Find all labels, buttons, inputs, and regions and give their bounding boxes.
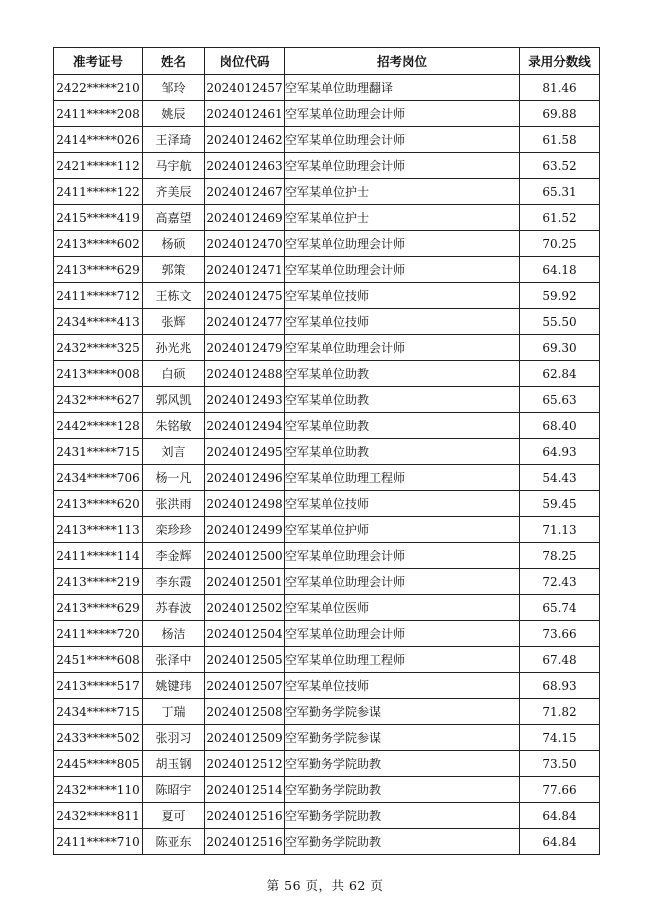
position-cell: 空军某单位技师 xyxy=(285,309,520,335)
exam-id-cell: 2432*****110 xyxy=(54,777,143,803)
position-code-cell: 2024012509 xyxy=(205,725,285,751)
table-row xyxy=(54,413,600,439)
name-cell: 王栋文 xyxy=(143,283,205,309)
position-cell: 空军某单位助理会计师 xyxy=(285,101,520,127)
table-body xyxy=(54,75,600,855)
table-row xyxy=(54,725,600,751)
score-cell: 73.50 xyxy=(520,751,600,777)
table-row xyxy=(54,543,600,569)
exam-id-cell: 2411*****208 xyxy=(54,101,143,127)
exam-id-cell: 2434*****706 xyxy=(54,465,143,491)
position-code-cell: 2024012475 xyxy=(205,283,285,309)
score-cell: 63.52 xyxy=(520,153,600,179)
table-row xyxy=(54,803,600,829)
exam-id-cell: 2413*****620 xyxy=(54,491,143,517)
position-code-cell: 2024012495 xyxy=(205,439,285,465)
name-cell: 白硕 xyxy=(143,361,205,387)
name-cell: 陈亚东 xyxy=(143,829,205,855)
score-cell: 67.48 xyxy=(520,647,600,673)
exam-id-cell: 2413*****219 xyxy=(54,569,143,595)
name-cell: 李金辉 xyxy=(143,543,205,569)
exam-id-cell: 2432*****627 xyxy=(54,387,143,413)
position-code-cell: 2024012500 xyxy=(205,543,285,569)
exam-id-cell: 2433*****502 xyxy=(54,725,143,751)
exam-id-cell: 2414*****026 xyxy=(54,127,143,153)
name-cell: 苏春波 xyxy=(143,595,205,621)
score-cell: 69.30 xyxy=(520,335,600,361)
exam-id-cell: 2451*****608 xyxy=(54,647,143,673)
table-row xyxy=(54,101,600,127)
exam-id-cell: 2411*****720 xyxy=(54,621,143,647)
position-cell: 空军某单位医师 xyxy=(285,595,520,621)
position-code-cell: 2024012479 xyxy=(205,335,285,361)
score-cell: 64.84 xyxy=(520,803,600,829)
name-cell: 姚键玮 xyxy=(143,673,205,699)
position-code-cell: 2024012508 xyxy=(205,699,285,725)
exam-id-cell: 2422*****210 xyxy=(54,75,143,101)
name-cell: 杨洁 xyxy=(143,621,205,647)
table-row xyxy=(54,569,600,595)
position-code-cell: 2024012477 xyxy=(205,309,285,335)
exam-id-cell: 2445*****805 xyxy=(54,751,143,777)
table-row xyxy=(54,439,600,465)
score-cell: 68.93 xyxy=(520,673,600,699)
table-row xyxy=(54,465,600,491)
position-code-cell: 2024012471 xyxy=(205,257,285,283)
position-cell: 空军某单位助教 xyxy=(285,439,520,465)
name-cell: 齐美辰 xyxy=(143,179,205,205)
position-code-cell: 2024012501 xyxy=(205,569,285,595)
score-cell: 64.18 xyxy=(520,257,600,283)
score-cell: 65.74 xyxy=(520,595,600,621)
exam-id-cell: 2434*****715 xyxy=(54,699,143,725)
table-row xyxy=(54,257,600,283)
score-cell: 59.45 xyxy=(520,491,600,517)
score-cell: 64.93 xyxy=(520,439,600,465)
name-cell: 栾珍珍 xyxy=(143,517,205,543)
exam-id-cell: 2413*****629 xyxy=(54,595,143,621)
score-cell: 72.43 xyxy=(520,569,600,595)
position-code-cell: 2024012499 xyxy=(205,517,285,543)
name-cell: 李东霞 xyxy=(143,569,205,595)
position-cell: 空军某单位助理会计师 xyxy=(285,127,520,153)
position-cell: 空军某单位助理工程师 xyxy=(285,647,520,673)
position-code-cell: 2024012488 xyxy=(205,361,285,387)
table-row xyxy=(54,491,600,517)
position-cell: 空军某单位助理会计师 xyxy=(285,231,520,257)
name-cell: 马宇航 xyxy=(143,153,205,179)
name-cell: 胡玉钢 xyxy=(143,751,205,777)
position-code-cell: 2024012516 xyxy=(205,803,285,829)
table-row xyxy=(54,621,600,647)
score-cell: 64.84 xyxy=(520,829,600,855)
table-row xyxy=(54,647,600,673)
exam-id-cell: 2442*****128 xyxy=(54,413,143,439)
table-row xyxy=(54,335,600,361)
name-cell: 张洪雨 xyxy=(143,491,205,517)
score-cell: 73.66 xyxy=(520,621,600,647)
position-code-cell: 2024012507 xyxy=(205,673,285,699)
name-cell: 张羽习 xyxy=(143,725,205,751)
table-row xyxy=(54,309,600,335)
position-code-cell: 2024012516 xyxy=(205,829,285,855)
table-row xyxy=(54,517,600,543)
exam-id-cell: 2421*****112 xyxy=(54,153,143,179)
name-cell: 姚辰 xyxy=(143,101,205,127)
exam-id-cell: 2411*****122 xyxy=(54,179,143,205)
position-cell: 空军某单位技师 xyxy=(285,673,520,699)
table-row xyxy=(54,153,600,179)
score-cell: 62.84 xyxy=(520,361,600,387)
position-cell: 空军某单位助理工程师 xyxy=(285,465,520,491)
position-code-cell: 2024012461 xyxy=(205,101,285,127)
position-code-cell: 2024012504 xyxy=(205,621,285,647)
position-cell: 空军勤务学院助教 xyxy=(285,803,520,829)
position-code-cell: 2024012502 xyxy=(205,595,285,621)
score-cell: 77.66 xyxy=(520,777,600,803)
table-row xyxy=(54,777,600,803)
position-cell: 空军某单位助理会计师 xyxy=(285,621,520,647)
score-cell: 61.52 xyxy=(520,205,600,231)
position-code-cell: 2024012494 xyxy=(205,413,285,439)
name-cell: 杨一凡 xyxy=(143,465,205,491)
name-cell: 高嘉望 xyxy=(143,205,205,231)
name-cell: 刘言 xyxy=(143,439,205,465)
name-cell: 夏可 xyxy=(143,803,205,829)
table-row xyxy=(54,699,600,725)
table-row xyxy=(54,361,600,387)
name-cell: 王泽琦 xyxy=(143,127,205,153)
header-exam-id: 准考证号 xyxy=(54,48,143,75)
position-cell: 空军某单位技师 xyxy=(285,283,520,309)
position-cell: 空军某单位护士 xyxy=(285,179,520,205)
exam-id-cell: 2432*****811 xyxy=(54,803,143,829)
position-code-cell: 2024012498 xyxy=(205,491,285,517)
table-row xyxy=(54,75,600,101)
score-cell: 54.43 xyxy=(520,465,600,491)
exam-id-cell: 2413*****517 xyxy=(54,673,143,699)
table-row xyxy=(54,205,600,231)
table-row xyxy=(54,231,600,257)
exam-id-cell: 2413*****113 xyxy=(54,517,143,543)
exam-id-cell: 2411*****114 xyxy=(54,543,143,569)
name-cell: 郭风凯 xyxy=(143,387,205,413)
table-row xyxy=(54,751,600,777)
position-code-cell: 2024012505 xyxy=(205,647,285,673)
position-cell: 空军勤务学院参谋 xyxy=(285,699,520,725)
position-code-cell: 2024012470 xyxy=(205,231,285,257)
table-row xyxy=(54,179,600,205)
score-cell: 55.50 xyxy=(520,309,600,335)
position-cell: 空军某单位助教 xyxy=(285,361,520,387)
score-cell: 71.13 xyxy=(520,517,600,543)
position-code-cell: 2024012457 xyxy=(205,75,285,101)
table-row xyxy=(54,673,600,699)
score-cell: 65.63 xyxy=(520,387,600,413)
name-cell: 杨硕 xyxy=(143,231,205,257)
name-cell: 朱铭敏 xyxy=(143,413,205,439)
position-cell: 空军勤务学院助教 xyxy=(285,751,520,777)
table-row xyxy=(54,283,600,309)
name-cell: 郭策 xyxy=(143,257,205,283)
name-cell: 张辉 xyxy=(143,309,205,335)
score-cell: 65.31 xyxy=(520,179,600,205)
position-code-cell: 2024012496 xyxy=(205,465,285,491)
exam-id-cell: 2431*****715 xyxy=(54,439,143,465)
header-position: 招考岗位 xyxy=(285,48,520,75)
table-row xyxy=(54,595,600,621)
position-code-cell: 2024012512 xyxy=(205,751,285,777)
score-cell: 81.46 xyxy=(520,75,600,101)
exam-id-cell: 2434*****413 xyxy=(54,309,143,335)
name-cell: 邹玲 xyxy=(143,75,205,101)
header-position-code: 岗位代码 xyxy=(205,48,285,75)
table-row xyxy=(54,829,600,855)
position-code-cell: 2024012467 xyxy=(205,179,285,205)
table-row xyxy=(54,387,600,413)
score-cell: 78.25 xyxy=(520,543,600,569)
position-cell: 空军某单位助理会计师 xyxy=(285,335,520,361)
exam-id-cell: 2413*****008 xyxy=(54,361,143,387)
position-cell: 空军某单位助理会计师 xyxy=(285,543,520,569)
header-score-line: 录用分数线 xyxy=(520,48,600,75)
exam-id-cell: 2411*****712 xyxy=(54,283,143,309)
score-cell: 61.58 xyxy=(520,127,600,153)
exam-id-cell: 2411*****710 xyxy=(54,829,143,855)
table-header-row xyxy=(54,48,600,75)
exam-id-cell: 2413*****629 xyxy=(54,257,143,283)
position-cell: 空军勤务学院助教 xyxy=(285,777,520,803)
position-cell: 空军某单位助理翻译 xyxy=(285,75,520,101)
position-cell: 空军某单位技师 xyxy=(285,491,520,517)
score-cell: 74.15 xyxy=(520,725,600,751)
exam-id-cell: 2432*****325 xyxy=(54,335,143,361)
exam-id-cell: 2415*****419 xyxy=(54,205,143,231)
position-code-cell: 2024012462 xyxy=(205,127,285,153)
table-row xyxy=(54,127,600,153)
exam-id-cell: 2413*****602 xyxy=(54,231,143,257)
score-cell: 70.25 xyxy=(520,231,600,257)
position-cell: 空军某单位助教 xyxy=(285,387,520,413)
admission-score-table xyxy=(53,47,600,855)
position-code-cell: 2024012493 xyxy=(205,387,285,413)
name-cell: 丁瑞 xyxy=(143,699,205,725)
score-cell: 68.40 xyxy=(520,413,600,439)
name-cell: 张泽中 xyxy=(143,647,205,673)
position-cell: 空军勤务学院助教 xyxy=(285,829,520,855)
header-name: 姓名 xyxy=(143,48,205,75)
position-cell: 空军某单位护师 xyxy=(285,517,520,543)
name-cell: 孙光兆 xyxy=(143,335,205,361)
position-code-cell: 2024012469 xyxy=(205,205,285,231)
score-cell: 59.92 xyxy=(520,283,600,309)
position-cell: 空军某单位助理会计师 xyxy=(285,153,520,179)
score-cell: 69.88 xyxy=(520,101,600,127)
position-cell: 空军某单位助理会计师 xyxy=(285,257,520,283)
position-code-cell: 2024012463 xyxy=(205,153,285,179)
position-code-cell: 2024012514 xyxy=(205,777,285,803)
position-cell: 空军勤务学院参谋 xyxy=(285,725,520,751)
position-cell: 空军某单位助教 xyxy=(285,413,520,439)
position-cell: 空军某单位助理会计师 xyxy=(285,569,520,595)
page-footer: 第 56 页，共 62 页 xyxy=(266,878,384,893)
position-cell: 空军某单位护士 xyxy=(285,205,520,231)
name-cell: 陈昭宇 xyxy=(143,777,205,803)
score-cell: 71.82 xyxy=(520,699,600,725)
